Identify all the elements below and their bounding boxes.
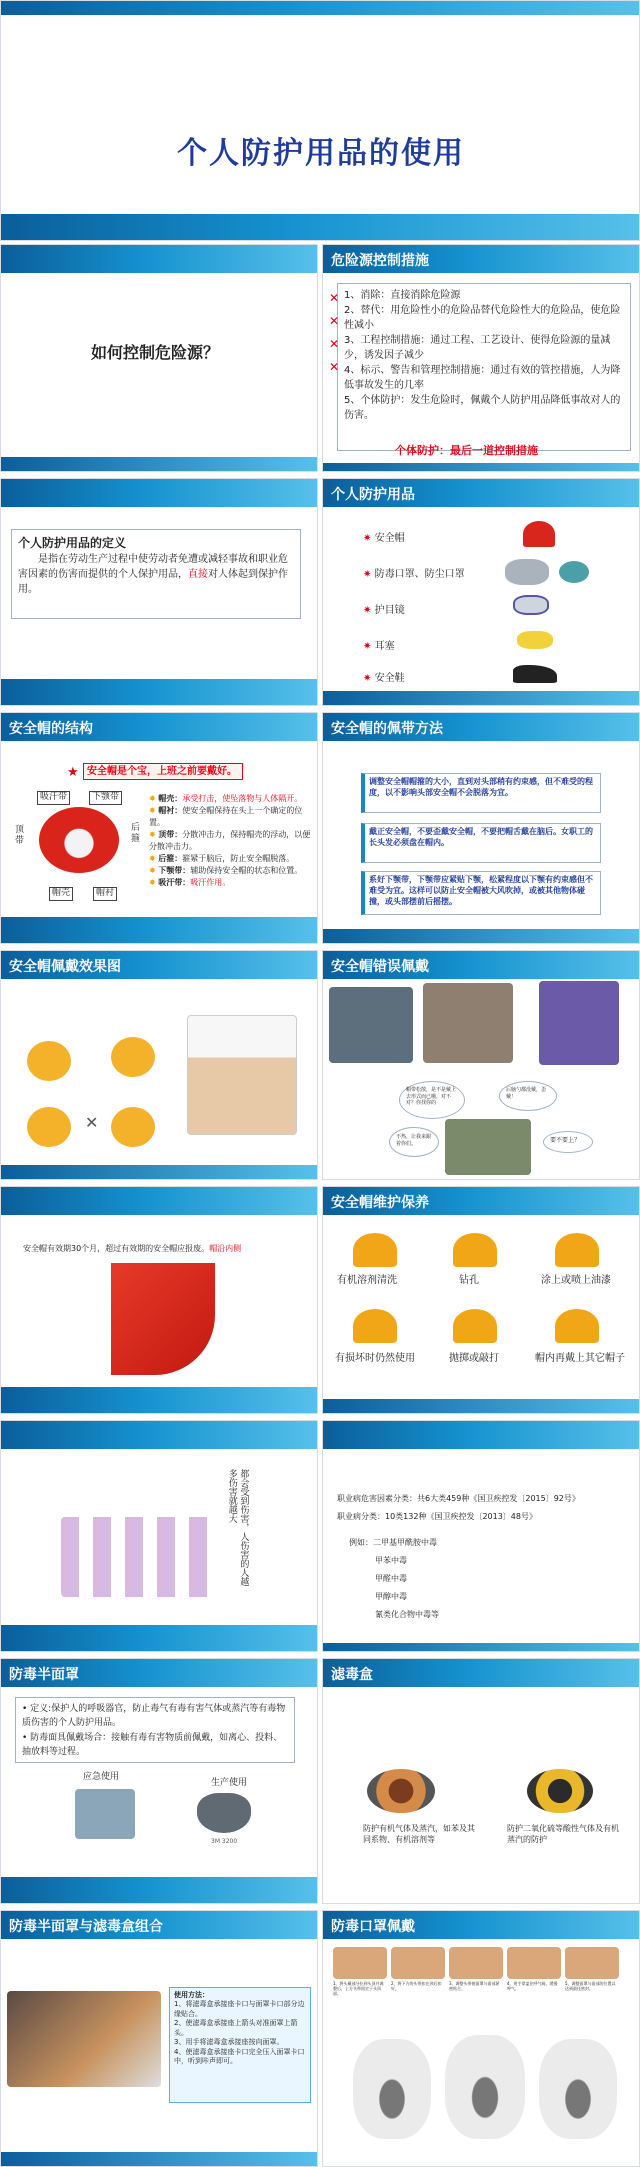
mask-image-2 xyxy=(559,561,589,583)
bubble-text: 要不要上？ xyxy=(550,1137,581,1144)
cross-icon: ✕ xyxy=(85,1113,99,1132)
mask-model-image xyxy=(445,2035,525,2139)
part-shell: ✸ 帽壳：承受打击，使坠落物与人体隔开。 xyxy=(149,794,303,803)
star-icon: ✷ xyxy=(363,641,372,652)
no-paint-icon xyxy=(555,1233,599,1267)
example-1: 甲苯中毒 xyxy=(375,1556,407,1565)
usage-title: 使用方法： xyxy=(174,1991,209,1999)
usage-step-1: 1、将滤毒盒承接座卡口与面罩卡口部分边缘贴合。 xyxy=(174,2000,305,2018)
earplug-image xyxy=(517,631,553,649)
def-part-b: 对人体起到保护作用。 xyxy=(18,569,288,595)
expiry-main: 安全帽有效期30个月，超过有效期的安全帽应报废。 xyxy=(23,1244,210,1253)
step-photo xyxy=(333,1947,387,1979)
bottom-bar xyxy=(1,1387,317,1414)
product-earplug xyxy=(363,639,395,654)
method-2 xyxy=(361,823,601,863)
bottom-strip xyxy=(1,1165,317,1179)
slide-mask-wearing xyxy=(322,1910,640,2167)
speech-bubble xyxy=(389,1127,439,1157)
slide-hazard-right xyxy=(322,244,640,472)
cartoon-face-icon xyxy=(27,1041,71,1081)
bar xyxy=(323,951,639,979)
definition-box xyxy=(11,529,301,619)
bar xyxy=(1,713,317,741)
measure-4: 4、标示、警告和管理控制措施：通过有效的管控措施，人为降低事故发生的几率 xyxy=(344,365,621,391)
header: 安全帽佩戴效果图 xyxy=(9,959,121,975)
part-name: 帽衬： xyxy=(158,806,183,815)
last-measure-note: 个体防护：最后一道控制措施 xyxy=(395,444,538,457)
care-label: 涂上或喷上油漆 xyxy=(541,1275,611,1286)
bar xyxy=(1,1187,317,1215)
slide-filter-cartridge xyxy=(322,1658,640,1904)
step-photo xyxy=(565,1947,619,1979)
star-icon: ✷ xyxy=(363,673,372,684)
part-name: 帽壳： xyxy=(158,794,183,803)
no-throw-icon xyxy=(453,1309,497,1343)
acid-filter-image xyxy=(527,1769,593,1813)
label-shell: 帽壳 xyxy=(49,887,73,901)
bottom-strip xyxy=(1,457,317,471)
slide-wrong-wearing xyxy=(322,950,640,1180)
example-2: 甲醛中毒 xyxy=(375,1574,407,1583)
bottom-strip xyxy=(323,691,639,705)
mask-model-image xyxy=(539,2039,617,2139)
header: 安全帽维护保养 xyxy=(331,1195,429,1211)
bottom-strip xyxy=(323,1643,639,1651)
example-title: 例如：二甲基甲酰胺中毒 xyxy=(349,1538,437,1547)
example-4: 氰类化合物中毒等 xyxy=(375,1610,439,1619)
part-name: 顶带： xyxy=(158,830,183,839)
production-label: 生产使用 xyxy=(211,1778,248,1788)
label-backband: 后箍 xyxy=(131,823,141,844)
cartoon-face-icon xyxy=(111,1037,155,1077)
bubble-text: 帽带松散，是不是戴上去形式而已哦，对不对？你找你的 xyxy=(406,1087,457,1106)
slide-ppe-list xyxy=(322,478,640,706)
organic-filter-text: 防护有机气体及蒸汽，如苯及其同系物、有机溶剂等 xyxy=(363,1824,475,1845)
bottom-strip xyxy=(323,929,639,943)
part-desc: 箍紧于脑后，防止安全帽脱落。 xyxy=(182,854,295,863)
definition-title: 个人防护用品的定义 xyxy=(18,536,127,550)
header: 防毒口罩佩戴 xyxy=(331,1919,415,1935)
bar xyxy=(323,1187,639,1215)
bubble-text: 不热，让我来跟着你们。 xyxy=(396,1134,432,1147)
top-bar xyxy=(1,1,639,15)
bullet-text: 定义:保护人的呼吸器官，防止毒气有毒有害气体或蒸汽等有毒物质伤害的个人防护用品。 xyxy=(22,1704,286,1729)
slide-mask-filter-combo xyxy=(0,1910,318,2167)
part-chinstrap: ✸ 下颚带：辅助保持安全帽的状态和位置。 xyxy=(149,866,303,875)
star-icon: ★ xyxy=(67,765,79,780)
slide-title xyxy=(0,0,640,241)
care-label: 有机溶剂清洗 xyxy=(337,1275,397,1286)
mask-image xyxy=(505,559,549,585)
star-icon: ✷ xyxy=(363,605,372,616)
workers-cartoon-image xyxy=(61,1517,211,1597)
slide-helmet-expiry xyxy=(0,1186,318,1414)
helmet-structure-image xyxy=(39,807,119,873)
no-damaged-icon xyxy=(353,1309,397,1343)
product-goggles xyxy=(363,603,405,618)
speech-bubble xyxy=(499,1081,557,1111)
label-chinstrap: 下颚带 xyxy=(89,791,122,805)
care-label: 抛掷或敲打 xyxy=(449,1353,499,1364)
part-desc: 辅助保持安全帽的状态和位置。 xyxy=(190,866,303,875)
header: 滤毒盒 xyxy=(331,1667,373,1683)
bullet-1: • 定义:保护人的呼吸器官，防止毒气有毒有害气体或蒸汽等有毒物质伤害的个人防护用品。 xyxy=(22,1704,286,1729)
bottom-bar xyxy=(1,1625,317,1652)
care-label: 帽内再戴上其它帽子 xyxy=(535,1353,625,1364)
occupational-line-2: 职业病分类：10类132种《国卫疾控发〔2013〕48号》 xyxy=(337,1512,537,1521)
method-1 xyxy=(361,773,601,813)
worker-photo xyxy=(329,987,413,1063)
bottom-strip xyxy=(323,463,639,471)
step-photo xyxy=(449,1947,503,1979)
slide-half-mask xyxy=(0,1658,318,1904)
measure-2: 2、替代：用危险性小的危险品替代危险性大的危险品，使危险性减小 xyxy=(344,305,621,331)
product-label: 护目镜 xyxy=(374,605,405,616)
bottom-bar xyxy=(1,214,639,241)
part-name: 后箍： xyxy=(158,854,183,863)
bottom-strip xyxy=(1,2152,317,2166)
slide-cartoon xyxy=(0,1420,318,1652)
label-topband: 顶带 xyxy=(15,825,25,846)
product-safety-helmet xyxy=(363,531,405,546)
mask-model: 3M 3200 xyxy=(211,1838,238,1845)
speech-bubble xyxy=(399,1081,465,1119)
measure-5: 5、个体防护：发生危险时，佩戴个人防护用品降低事故对人的伤害。 xyxy=(344,395,621,421)
slide-helmet-structure xyxy=(0,712,318,944)
cartoon-vertical-text: 都会受到伤害，人伤害的人越多伤害就越大 xyxy=(226,1469,249,1586)
expiry-red: 帽沿内侧 xyxy=(209,1244,242,1253)
usage-box xyxy=(169,1987,311,2103)
part-liner: ✸ 帽衬：使安全帽保持在头上一个确定的位置。 xyxy=(149,806,303,827)
no-solvent-icon xyxy=(353,1233,397,1267)
part-desc: 分散冲击力，保持帽壳的浮动，以便分散冲击力。 xyxy=(149,830,311,851)
measure-1: 1、消除：直接消除危险源 xyxy=(344,290,461,301)
bar xyxy=(1,951,317,979)
method-3 xyxy=(361,871,601,915)
label-sweatband: 吸汗带 xyxy=(37,791,70,805)
product-label: 安全帽 xyxy=(374,533,405,544)
bar xyxy=(323,479,639,507)
red-helmet-image xyxy=(523,521,555,547)
header: 安全帽的佩带方法 xyxy=(331,721,443,737)
product-label: 耳塞 xyxy=(374,641,395,652)
cartoon-face-icon xyxy=(111,1107,155,1147)
hazard-question: 如何控制危险源？ xyxy=(91,343,220,362)
def-part-red: 直接 xyxy=(188,569,208,580)
method-text: 系好下颚带，下颚带应紧贴下颚，松紧程度以下颚有约束感但不难受为宜。这样可以防止安全帽被大风吹掉，或被其他物体碰撞，或头部摆前后摇摆。 xyxy=(369,875,593,907)
slide-helmet-care xyxy=(322,1186,640,1414)
slide-occupational xyxy=(322,1420,640,1652)
step-caption: 2、将下方的头带扣在颈后扣好。 xyxy=(391,1981,442,1992)
part-sweatband: ✸ 吸汗带：吸汗作用。 xyxy=(149,878,231,887)
goggles-image xyxy=(513,595,549,615)
example-3: 甲醇中毒 xyxy=(375,1592,407,1601)
product-label: 防毒口罩、防尘口罩 xyxy=(374,569,465,580)
bar xyxy=(1,1659,317,1687)
method-text: 戴正安全帽，不要歪戴安全帽，不要把帽舌戴在脑后。女职工的长头发必须盘在帽内。 xyxy=(369,827,593,848)
part-topband: ✸ 顶带：分散冲击力，保持帽壳的浮动，以便分散冲击力。 xyxy=(149,830,311,851)
bottom-strip xyxy=(323,1399,639,1413)
star-icon: ✷ xyxy=(363,533,372,544)
def-part-a: 是指在劳动生产过程中使劳动者免遭或减轻事故和职业危害因素的伤害而提供的个人保护用品， xyxy=(18,554,288,580)
header: 危险源控制措施 xyxy=(331,253,429,269)
worker-photo xyxy=(539,981,619,1065)
care-label: 钻孔 xyxy=(459,1275,479,1286)
no-hat-inside-icon xyxy=(555,1309,599,1343)
part-backband: ✸ 后箍：箍紧于脑后，防止安全帽脱落。 xyxy=(149,854,295,863)
main-title: 个人防护用品的使用 xyxy=(177,136,465,171)
part-name: 下颚带： xyxy=(158,866,191,875)
cartoon-face-icon xyxy=(27,1107,71,1147)
method-text: 调整安全帽帽箍的大小，直到对头部稍有约束感，但不难受的程度，以不影响头部安全帽不会脱落为宜。 xyxy=(369,777,593,798)
bottom-bar xyxy=(1,679,317,706)
mask-model-image xyxy=(353,2039,431,2139)
slide-wearing-effect xyxy=(0,950,318,1180)
definition-text xyxy=(18,552,294,597)
product-label: 安全鞋 xyxy=(374,673,405,684)
bar xyxy=(1,245,317,273)
emergency-label: 应急使用 xyxy=(83,1772,120,1782)
speech-bubble xyxy=(543,1131,593,1153)
occupational-line-1: 职业病危害因素分类：共6大类459种《国卫疾控发〔2015〕92号》 xyxy=(337,1494,580,1503)
bullet-text: 防毒面具佩戴场合：接触有毒有害物质前佩戴，如离心、投料、抽放料等过程。 xyxy=(22,1732,283,1758)
care-label: 有损坏时仍然使用 xyxy=(335,1353,415,1364)
step-photo xyxy=(507,1947,561,1979)
star-icon: ✷ xyxy=(363,569,372,580)
emergency-photo xyxy=(75,1789,135,1839)
bar xyxy=(323,1659,639,1687)
bar xyxy=(323,245,639,273)
step-caption: 3、调整头带使面罩与面部紧密贴合。 xyxy=(449,1981,500,1992)
product-mask xyxy=(363,567,465,582)
bar xyxy=(323,713,639,741)
slide-hazard-left xyxy=(0,244,318,472)
header: 防毒半面罩 xyxy=(9,1667,79,1683)
organic-filter-image xyxy=(367,1769,435,1813)
part-desc: 使安全帽保持在头上一个确定的位置。 xyxy=(149,806,303,827)
header: 防毒半面罩与滤毒盒组合 xyxy=(9,1919,163,1935)
bar xyxy=(1,1911,317,1939)
no-drill-icon xyxy=(453,1233,497,1267)
acid-filter-text: 防护二氧化硫等酸性气体及有机蒸汽的防护 xyxy=(507,1824,619,1845)
step-caption: 1、将头戴部分拉到头顶并调整后，上方头带固定于头顶部。 xyxy=(333,1981,384,1997)
bar xyxy=(1,479,317,507)
label-liner: 帽衬 xyxy=(93,887,117,901)
slide-helmet-wearing xyxy=(322,712,640,944)
helmet-slogan: 安全帽是个宝，上班之前要戴好。 xyxy=(83,763,243,780)
part-desc: 吸汗作用。 xyxy=(190,878,231,887)
bullet-2: • 防毒面具佩戴场合：接触有毒有害物质前佩戴，如离心、投料、抽放料等过程。 xyxy=(22,1732,283,1758)
header: 安全帽的结构 xyxy=(9,721,93,737)
bottom-bar xyxy=(1,917,317,944)
bubble-text: 后脑勺都没戴，歪戴！ xyxy=(506,1087,547,1100)
expiry-text xyxy=(23,1243,241,1255)
bar xyxy=(323,1421,639,1449)
cross-marks: ✕ ✕ ✕ ✕ xyxy=(329,291,340,374)
measure-3: 3、工程控制措施：通过工程、工艺设计、使得危险源的量减少，诱发因子减少 xyxy=(344,335,611,361)
half-mask-image xyxy=(197,1793,251,1833)
step-photo xyxy=(391,1947,445,1979)
parts-list xyxy=(149,793,315,889)
bottom-bar xyxy=(1,1877,317,1904)
definition-box xyxy=(15,1697,295,1763)
bar xyxy=(1,1421,317,1449)
usage-step-2: 2、使滤毒盒承接座上箭头对准面罩上箭头。 xyxy=(174,2019,298,2037)
part-name: 吸汗带： xyxy=(158,878,191,887)
product-shoes xyxy=(363,671,405,686)
group-photo xyxy=(445,1119,531,1175)
part-desc: 承受打击，使坠落物与人体隔开。 xyxy=(182,794,303,803)
mask-combo-photo xyxy=(7,1991,161,2087)
bar xyxy=(323,1911,639,1939)
mannequin-image xyxy=(187,1015,297,1135)
usage-step-3: 3、用手将滤毒盒承接座按向面罩。 xyxy=(174,2038,284,2047)
worker-photo xyxy=(423,983,513,1063)
header: 个人防护用品 xyxy=(331,487,415,503)
header: 安全帽错误佩戴 xyxy=(331,959,429,975)
usage-step-4: 4、使滤毒盒承接座卡口完全压入面罩卡口中，听到咔声即可。 xyxy=(174,2047,305,2066)
helmet-brim-photo xyxy=(111,1263,215,1375)
step-caption: 5、调整面罩与面部的位置以达到最佳密封。 xyxy=(565,1981,616,1992)
step-caption: 4、用手掌盖住呼气阀，缓慢呼气。 xyxy=(507,1981,558,1992)
shoe-image xyxy=(513,665,557,683)
slide-ppe-definition xyxy=(0,478,318,706)
measures-box xyxy=(337,283,631,451)
